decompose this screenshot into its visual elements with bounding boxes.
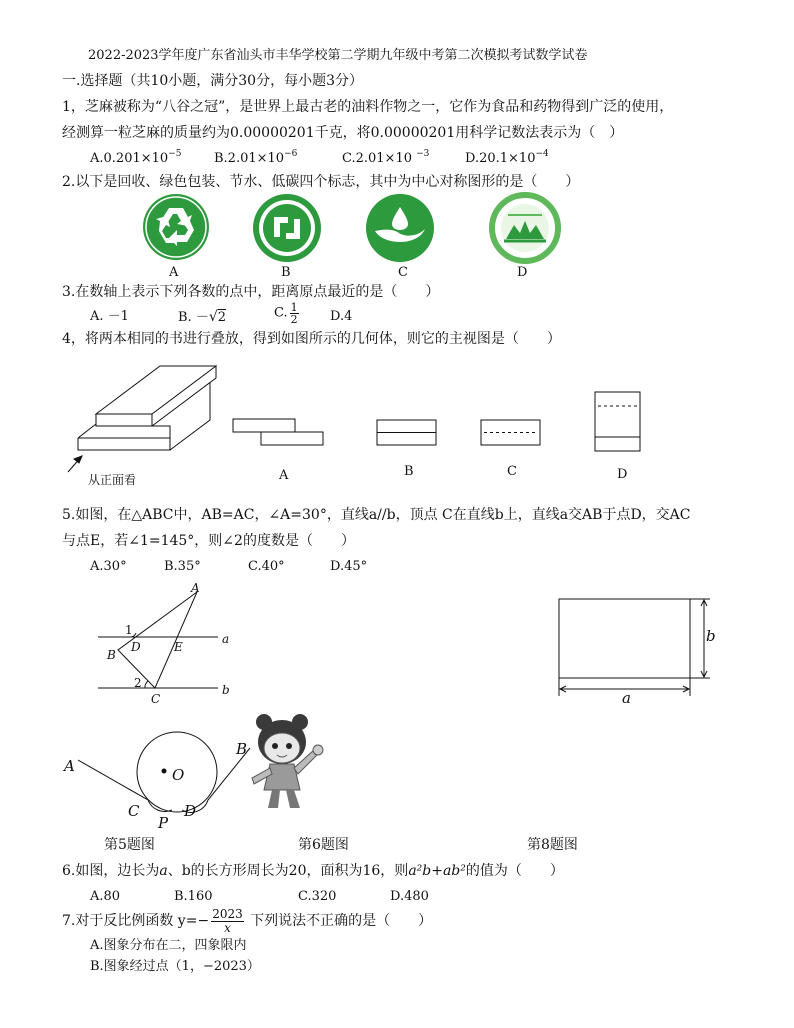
q6-stem: 6.如图，边长为a、b的长方形周长为20，面积为16，则a²b+ab²的值为（ ） (62, 863, 564, 879)
q7-option-b: B.图象经过点（1，−2023） (90, 959, 260, 974)
q3-option-b: B. －√2 (178, 309, 227, 325)
q5-option-a: A.30° (90, 559, 127, 574)
q6-label-A: A (64, 757, 75, 775)
q4-label-a: A (279, 468, 289, 483)
q8-label-a: a (622, 689, 631, 707)
q4-label-d: D (617, 467, 628, 482)
q4-option-c-figure (480, 419, 542, 447)
q4-label-b: B (404, 464, 414, 479)
q5-option-d: D.45° (330, 559, 368, 574)
q7-stem: 7.对于反比例函数 y=− $\frac{2023}{x}$ 下列说法不正确的是（ ） (62, 906, 433, 935)
q3-stem: 3.在数轴上表示下列各数的点中，距离原点最近的是（ ） (62, 284, 440, 300)
q8-rectangle-figure (552, 594, 720, 700)
q5-label-E: E (174, 640, 183, 654)
q8-label-b: b (706, 627, 716, 645)
q3-option-d: D.4 (330, 309, 353, 324)
q3-option-a: A. －1 (90, 309, 129, 324)
q5-label-B: B (107, 648, 116, 662)
q1-option-d: $D.20.1\times 10^{-4}$ (465, 149, 549, 166)
q6-label-C: C (128, 802, 140, 820)
q5-label-A: A (191, 581, 200, 595)
q5-label-b: b (222, 683, 230, 697)
green-package-logo-icon (252, 193, 322, 263)
q5-label-1: 1 (125, 623, 133, 637)
q2-label-a: A (169, 265, 179, 280)
q2-label-d: D (517, 265, 528, 280)
q1-option-a: $A.0.201\times 10^{-5}$ (90, 149, 182, 166)
q5-line1: 5.如图，在△ABC中，AB=AC，∠A=30°，直线a//b，顶点 C在直线b上，直线a交AB于点D，交AC (62, 507, 691, 523)
q4-option-a-figure (232, 418, 324, 448)
caption-fig8: 第8题图 (527, 837, 578, 853)
section-heading: 一.选择题（共10小题，满分30分，每小题3分） (62, 73, 363, 89)
q4-option-d-figure (594, 391, 642, 453)
q4-option-b-figure (376, 419, 438, 447)
q5-label-C: C (151, 692, 161, 706)
q5-line2: 与点E，若∠1=145°，则∠2的度数是（ ） (62, 533, 355, 549)
q2-label-c: C (398, 265, 408, 280)
q5-label-2: 2 (134, 676, 142, 690)
q2-label-b: B (281, 265, 291, 280)
recycle-logo-icon (142, 194, 210, 260)
q5-option-b: B.35° (164, 559, 201, 574)
q6-label-O: O (172, 766, 185, 784)
q4-stem: 4，将两本相同的书进行叠放，得到如图所示的几何体，则它的主视图是（ ） (62, 331, 561, 347)
caption-fig5: 第5题图 (104, 837, 155, 853)
q3-option-c: C. $\frac{1}{2}$ (274, 301, 298, 326)
view-direction-label: 从正面看 (88, 473, 137, 487)
q6-option-a: A.80 (90, 889, 121, 904)
page-title: 2022-2023学年度广东省汕头市丰华学校第二学期九年级中考第二次模拟考试数学试卷 (88, 48, 588, 63)
q1-line1: 1，芝麻被称为“八谷之冠”，是世界上最古老的油料作物之一，它作为食品和药物得到广泛的使用， (62, 99, 674, 115)
q5-option-c: C.40° (248, 559, 285, 574)
q6-option-d: D.480 (390, 889, 429, 904)
q2-stem: 2.以下是回收、绿色包装、节水、低碳四个标志，其中为中心对称图形的是（ ） (62, 174, 580, 190)
q4-label-c: C (507, 464, 517, 479)
q1-option-c: C.2.01×10 $^{-3}$ (342, 149, 430, 166)
q6-option-c: C.320 (298, 889, 337, 904)
q7-option-a: A.图象分布在二，四象限内 (90, 938, 247, 953)
caption-fig6: 第6题图 (298, 837, 349, 853)
low-carbon-logo-icon (490, 195, 560, 261)
q6-label-D: D (184, 802, 197, 820)
q5-triangle-figure (90, 580, 240, 705)
q1-option-b: $B.2.01\times 10^{-6}$ (214, 149, 298, 166)
q6-label-B: B (236, 740, 248, 758)
q1-line2: 经测算一粒芝麻的质量约为0.00000201千克，将0.00000201用科学记数法表示为（ ） (62, 125, 624, 141)
q5-label-a: a (222, 632, 230, 646)
stacked-books-figure (60, 360, 230, 490)
cartoon-girl-illustration-icon (242, 712, 330, 812)
water-saving-logo-icon (365, 193, 435, 263)
q6-label-P: P (158, 814, 169, 832)
q6-option-b: B.160 (174, 889, 213, 904)
q5-label-D: D (131, 640, 141, 654)
